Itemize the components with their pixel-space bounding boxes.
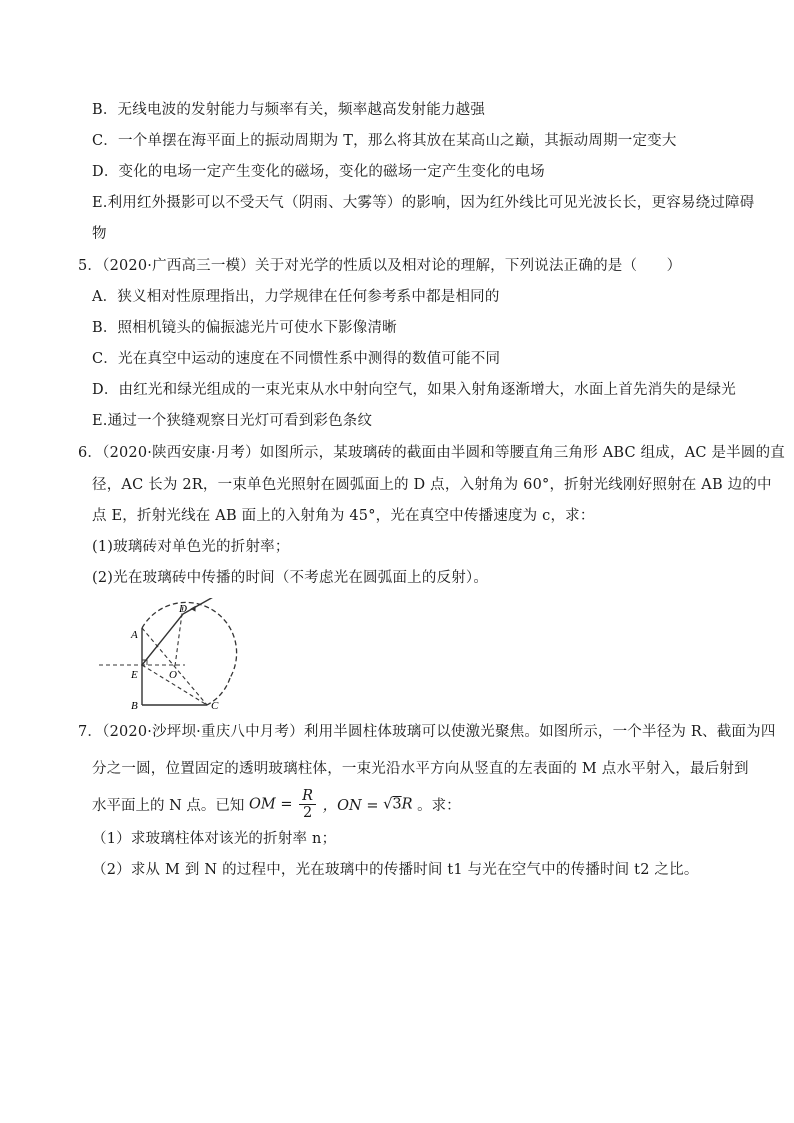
q7-eq-on-tail: R: [401, 796, 413, 813]
q5-option-a: A．狭义相对性原理指出，力学规律在任何参考系中都是相同的: [92, 289, 500, 305]
q7-eq-om: OM =: [249, 796, 293, 813]
q6-sub1: (1)玻璃砖对单色光的折射率；: [92, 539, 290, 555]
q7-eq-on: ，ON =: [322, 798, 379, 814]
q4-option-c: C．一个单摆在海平面上的振动周期为 T，那么将其放在某高山之巅，其振动周期一定变大: [92, 133, 677, 149]
q6-refracted-ray: [142, 614, 183, 665]
q4-option-e: E.利用红外摄影可以不受天气（阴雨、大雾等）的影响，因为红外线比可见光波长长，更容易绕过障碍: [92, 195, 755, 211]
q6-stem-line1: 6．（2020·陕西安康·月考）如图所示，某玻璃砖的截面由半圆和等腰直角三角形 ABC 组成，AC 是半圆的直: [78, 445, 785, 461]
q5-option-e: E.通过一个狭缝观察日光灯可看到彩色条纹: [92, 413, 373, 429]
q6-figure: [95, 598, 245, 710]
q4-option-e-cont: 物: [92, 226, 107, 242]
q7-stem-line3-pre: 水平面上的 N 点。已知: [92, 798, 245, 814]
q5-option-b: B．照相机镜头的偏振滤光片可使水下影像清晰: [92, 320, 397, 336]
q4-option-d: D．变化的电场一定产生变化的磁场，变化的磁场一定产生变化的电场: [92, 164, 545, 180]
q6-stem-line2: 径，AC 长为 2R，一束单色光照射在圆弧面上的 D 点，入射角为 60°，折射光线刚好照射在 AB 边的中: [92, 477, 772, 493]
q4-option-b: B．无线电波的发射能力与频率有关，频率越高发射能力越强: [92, 102, 486, 118]
q5-stem: 5．（2020·广西高三一模）关于对光学的性质以及相对论的理解，下列说法正确的是（ ）: [78, 258, 682, 274]
q5-option-c: C．光在真空中运动的速度在不同惯性系中测得的数值可能不同: [92, 351, 501, 367]
q6-diameter-ac: [142, 628, 207, 705]
q6-label-d: D: [179, 603, 187, 615]
q7-fraction-den: 2: [302, 805, 313, 821]
q5-option-d: D．由红光和绿光组成的一束光束从水中射向空气，如果入射角逐渐增大，水面上首先消失的是绿光: [92, 382, 736, 398]
q6-semicircle-top: [142, 602, 237, 678]
q7-fraction-num: R: [299, 788, 316, 805]
q7-fraction: [299, 788, 316, 821]
q7-sqrt-symbol: √: [383, 796, 393, 813]
q6-stem-line3: 点 E，折射光线在 AB 面上的入射角为 45°，光在真空中传播速度为 c，求：: [92, 508, 595, 524]
q6-label-o: O: [169, 669, 177, 681]
q6-incident-ray: [183, 598, 215, 614]
q6-label-c: C: [211, 700, 219, 710]
q6-sub2: (2)光在玻璃砖中传播的时间（不考虑光在圆弧面上的反射）。: [92, 570, 489, 586]
q7-stem-line2: 分之一圆，位置固定的透明玻璃柱体，一束光沿水平方向从竖直的左表面的 M 点水平射入，最后射到: [92, 761, 749, 777]
q6-label-a: A: [131, 629, 138, 641]
q7-stem-line3-post: 。求：: [417, 798, 461, 814]
q7-sub1: （1）求玻璃柱体对该光的折射率 n；: [92, 831, 337, 847]
q7-sub2: （2）求从 M 到 N 的过程中，光在玻璃中的传播时间 t1 与光在空气中的传播时间 t2 之比。: [92, 862, 699, 878]
q6-label-e: E: [131, 669, 138, 681]
q7-sqrt-value: 3: [392, 796, 402, 813]
q6-label-b: B: [131, 700, 138, 710]
q7-stem-line1: 7．（2020·沙坪坝·重庆八中月考）利用半圆柱体玻璃可以使激光聚焦。如图所示，一个半径为 R、截面为四: [78, 724, 776, 740]
q7-stem-line3: [92, 788, 461, 821]
